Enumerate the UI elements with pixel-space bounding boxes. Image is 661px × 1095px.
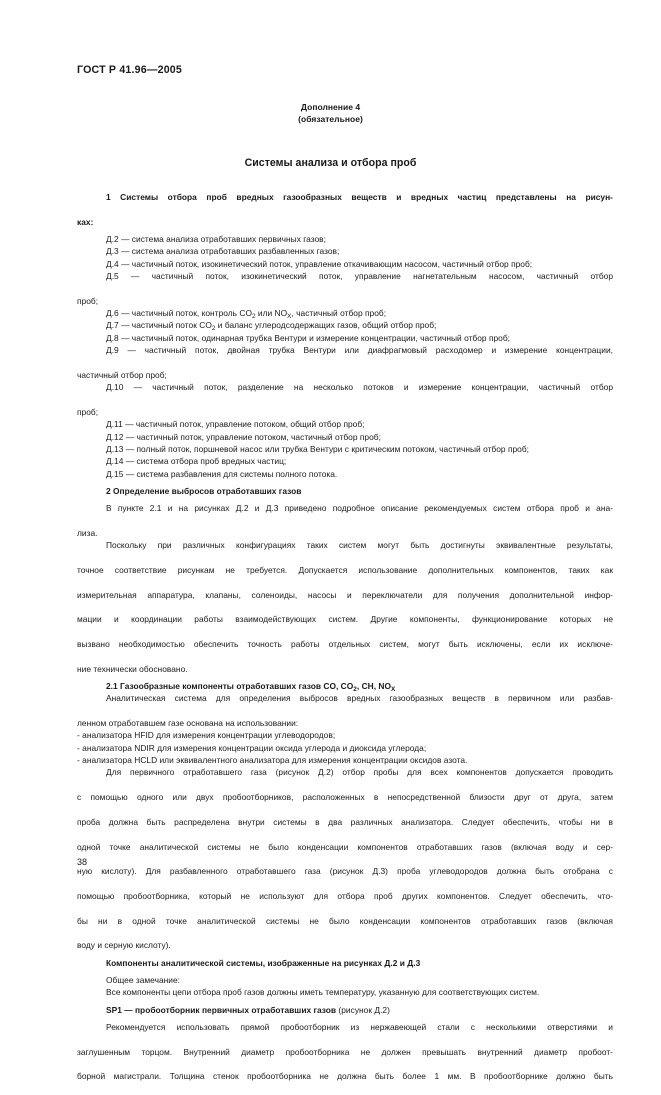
paragraph-line [77,766,613,791]
list-item [77,381,613,406]
paragraph-text: заглушенным торцом. Внутренний диаметр пробоотборника не должен превышать внутренний диаметр пробоот- [77,1046,613,1057]
section-title: Системы анализа и отбора проб [244,157,417,169]
paragraph-line [77,1070,613,1095]
subscript: X [287,313,292,321]
paragraph-line [77,865,613,890]
heading-text: 2.1 Газообразные компоненты отработавших газов CO, CO [106,681,354,692]
list-item-text: , частичный отбор проб; [291,308,387,319]
paragraph-text: бы ни в одной точке аналитической системы не было конденсации компонентов отработавших газов (включая [77,915,613,926]
subscript: 2 [353,686,357,694]
paragraph-text: Поскольку при различных конфигурациях таких систем могут быть достигнуты эквивалентные результаты, [106,540,613,551]
note-label: Общее замечание: [106,974,181,985]
list-item: Д.2 — система анализа отработавших первичных газов; [106,234,326,245]
list-item: Д.12 — частичный поток, управление потоком, частичный отбор проб; [106,431,381,442]
list-item-continuation: проб; [77,295,99,306]
section-1-heading [77,191,613,216]
bullet-item: - анализатора NDIR для измерения концентрации оксида углерода и диоксида углерода; [77,742,427,753]
list-item: Д.15 — система разбавления для системы полного потока. [106,468,338,479]
paragraph-line [77,502,613,527]
paragraph-line: ние технически обосновано. [77,663,188,674]
paragraph-line [77,638,613,663]
section-2-heading: 2 Определение выбросов отработавших газов [106,485,302,496]
list-item: Д.4 — частичный поток, изокинетический поток, управление откачивающим насосом, частичный отбор проб; [106,258,533,269]
paragraph-line [77,613,613,638]
list-item-text: Д.7 — частичный поток CO [106,320,212,331]
bullet-item: - анализатора HFID для измерения концентрации углеводородов; [77,730,336,741]
list-item [77,270,613,295]
subscript: 2 [251,313,256,321]
paragraph-text: с помощью одного или двух пробоотборников, расположенных в непосредственной близости друг от друга, затем [77,792,613,803]
sp1-figure-ref: (рисунок Д.2) [336,1004,390,1015]
appendix-status: (обязательное) [298,114,363,124]
sp1-heading [77,1004,613,1016]
list-item-text: Д.6 — частичный поток, контроль CO [106,308,252,319]
paragraph-text: борной магистрали. Толщина стенок пробоотборника не должна быть более 1 мм. В пробоотборнике должно быть [77,1071,613,1082]
list-item-text: Д.5 — частичный поток, изокинетический поток, управление нагнетательным насосом, частичный отбор [106,271,613,282]
paragraph-line [77,791,613,816]
list-item: Д.13 — полный поток, поршневой насос или трубка Вентури с критическим потоком, частичный отбор проб; [106,443,530,454]
paragraph-text: мации и координации работы взаимодействующих систем. Другие компоненты, функционирование которых не [77,614,613,625]
paragraph-text: проба должна быть распределена внутри системы в два различных анализатора. Следует обеспечить, чтобы ни в [77,816,613,827]
list-item-continuation: частичный отбор проб; [77,369,167,380]
list-item [77,307,613,319]
appendix-title: Дополнение 4 [300,102,361,112]
paragraph-text: В пункте 2.1 и на рисунках Д.2 и Д.3 приведено подробное описание рекомендуемых систем отбора проб и ана- [106,503,613,514]
paragraph-text: ную кислоту). Для разбавленного отработавшего газа (рисунок Д.3) проба углеводородов должна быть отобрана с [77,866,613,877]
paragraph-line: ленном отработавшем газе основана на использовании: [77,718,299,729]
paragraph-line [77,539,613,564]
paragraph-text: Для первичного отработавшего газа (рисунок Д.2) отбор пробы для всех компонентов допускается проводить [106,767,613,778]
bullet-item: - анализатора HCLD или эквивалентного анализатора для измерения концентрации оксидов азота. [77,755,468,766]
section-2-1-heading [77,680,613,692]
paragraph-line [77,589,613,614]
document-body [77,191,613,1095]
list-item-text: и баланс углеродсодержащих газов, общий отбор проб; [215,320,437,331]
list-item [77,344,613,369]
note-text: Все компоненты цепи отбора проб газов должны иметь температуру, указанную для соответствующих систем. [106,987,540,998]
page-number: 38 [77,857,88,867]
paragraph-line [77,841,613,866]
list-item: Д.14 — система отбора проб вредных частиц; [106,456,287,467]
list-item-text: Д.10 — частичный поток, разделение на несколько потоков и измерение концентрации, частичный отбор [106,382,613,393]
paragraph-line: лиза. [77,527,98,538]
heading-text: , CH, NO [356,681,392,692]
components-heading: Компоненты аналитической системы, изображенные на рисунках Д.2 и Д.3 [106,957,421,968]
sp1-heading-text: SP1 — пробоотборник первичных отработавших газов [106,1004,337,1015]
paragraph-text: Аналитическая система для определения выбросов вредных газообразных веществ в первичном или разбав- [106,693,613,704]
paragraph-line [77,692,613,717]
list-item-text: или NO [255,308,288,319]
paragraph-line [77,564,613,589]
paragraph-line [77,890,613,915]
paragraph-line: воду и серную кислоту). [77,940,171,951]
list-item: Д.3 — система анализа отработавших разбавленных газов; [106,246,340,257]
paragraph-text: Рекомендуется использовать прямой пробоотборник из нержавеющей стали с несколькими отверстиями и [106,1022,613,1032]
list-item [77,319,613,331]
paragraph-line [77,1021,613,1046]
section-1-heading-end: ках: [77,216,94,227]
standard-designation: ГОСТ Р 41.96—2005 [77,64,182,76]
paragraph-text: измерительная аппаратура, клапаны, соленоиды, насосы и переключатели для получения дополнительной инфор- [77,589,613,600]
subscript: X [391,686,396,694]
paragraph-text: помощью пробоотборника, который не используют для отбора проб других компонентов. Следует обеспечить, что- [77,890,613,901]
paragraph-text: точное соответствие рисункам не требуется. Допускается использование дополнительных компонентов, таких как [77,564,613,575]
paragraph-line [77,1046,613,1071]
list-item-text: Д.9 — частичный поток, двойная трубка Вентури или диафрагмовый расходомер и измерение концентрации, [106,345,613,356]
list-item-continuation: проб; [77,406,99,417]
paragraph-text: вызвано необходимостью обеспечить точность работы отдельных систем, могут быть исключены, если их исключе- [77,639,613,650]
subscript: 2 [211,325,216,333]
list-item: Д.11 — частичный поток, управление потоком, общий отбор проб; [106,419,365,430]
paragraph-text: одной точке аналитической системы не было конденсации компонентов отработавших газов (включая воду и сер- [77,841,613,852]
section-1-heading-text: 1 Системы отбора проб вредных газообразных веществ и вредных частиц представлены на рисун- [106,192,613,202]
list-item: Д.8 — частичный поток, одинарная трубка Вентури и измерение концентрации, частичный отбор проб; [106,332,511,343]
paragraph-line [77,816,613,841]
